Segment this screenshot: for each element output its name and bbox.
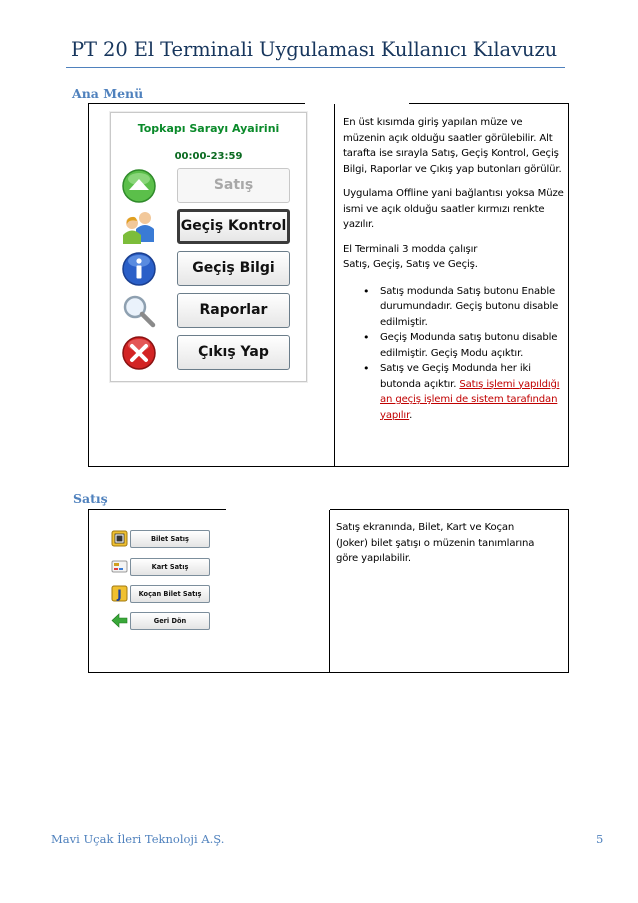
- page-title: PT 20 El Terminali Uygulaması Kullanıcı Kılavuzu: [71, 38, 558, 61]
- ticket-icon: [111, 530, 128, 547]
- access-control-button[interactable]: Geçiş Kontrol: [177, 209, 290, 244]
- main-menu-device-screenshot: [110, 112, 307, 382]
- table-divider: [334, 104, 335, 466]
- svg-text:J: J: [117, 587, 122, 602]
- card-icon: [111, 558, 128, 575]
- back-arrow-icon: [111, 612, 128, 629]
- sales-device-screenshot: [107, 526, 213, 638]
- modes-list: Satış, Geçiş, Satış ve Geçiş.: [343, 259, 478, 270]
- card-sale-button[interactable]: Kart Satış: [130, 558, 210, 576]
- joker-icon: [111, 585, 128, 602]
- list-item: • Satış modunda Satış butonu Enable durumundadır. Geçiş butonu disable edilmiştir.: [343, 284, 565, 331]
- list-item: • Geçiş Modunda satış butonu disable edilmiştir. Geçiş Modu açıktır.: [343, 330, 565, 361]
- description-paragraph: Satış ekranında, Bilet, Kart ve Koçan (Joker) bilet şatışı o müzenin tanımlarına göre yapılabilir.: [336, 522, 535, 564]
- bullet-plain-text: Satış ve Geçiş Modunda her iki butonda açıktır.: [380, 363, 531, 390]
- sales-button[interactable]: Satış: [177, 168, 290, 203]
- info-icon: [121, 251, 157, 287]
- modes-bullet-list: [343, 284, 565, 424]
- ticket-sale-button[interactable]: Bilet Satış: [130, 530, 210, 548]
- main-menu-description: [343, 115, 565, 423]
- museum-name: Topkapı Sarayı Ayairini: [137, 122, 280, 135]
- magnifier-icon: [121, 293, 157, 329]
- access-info-button[interactable]: Geçiş Bilgi: [177, 251, 290, 286]
- back-button[interactable]: Geri Dön: [130, 612, 210, 630]
- section-heading-main-menu: Ana Menü: [72, 86, 144, 101]
- up-arrow-icon: [121, 168, 157, 204]
- joker-ticket-sale-button[interactable]: Koçan Bilet Satış: [130, 585, 210, 603]
- footer-company: Mavi Uçak İleri Teknoloji A.Ş.: [51, 832, 225, 846]
- opening-hours: 00:00-23:59: [174, 151, 243, 162]
- user-group-icon: [121, 209, 157, 245]
- close-icon: [121, 335, 157, 371]
- modes-line: El Terminali 3 modda çalışır: [343, 243, 478, 255]
- exit-button[interactable]: Çıkış Yap: [177, 335, 290, 370]
- highlighted-note: Satış işlemi yapıldığı an geçiş işlemi de sistem tarafından yapılır: [380, 378, 560, 421]
- title-underline: [66, 67, 565, 68]
- list-item: [343, 361, 565, 423]
- bullet-end: .: [409, 409, 413, 421]
- description-paragraph: En üst kısımda giriş yapılan müze ve müzenin açık olduğu saatler görülebilir. Alt tarafta ise sırayla Satış, Geçiş Kontrol, Geçiş Bilgi, Raporlar ve Çıkış yap butonları görülür.: [343, 117, 562, 175]
- description-paragraph: Uygulama Offline yani bağlantısı yoksa Müze ismi ve açık olduğu saatler kırmızı renkte yazılır.: [343, 188, 564, 230]
- table-divider: [329, 510, 330, 672]
- page-number: 5: [596, 832, 604, 846]
- description-paragraph: [343, 242, 565, 273]
- reports-button[interactable]: Raporlar: [177, 293, 290, 328]
- sales-description: [336, 520, 546, 576]
- section-heading-sales: Satış: [73, 491, 108, 506]
